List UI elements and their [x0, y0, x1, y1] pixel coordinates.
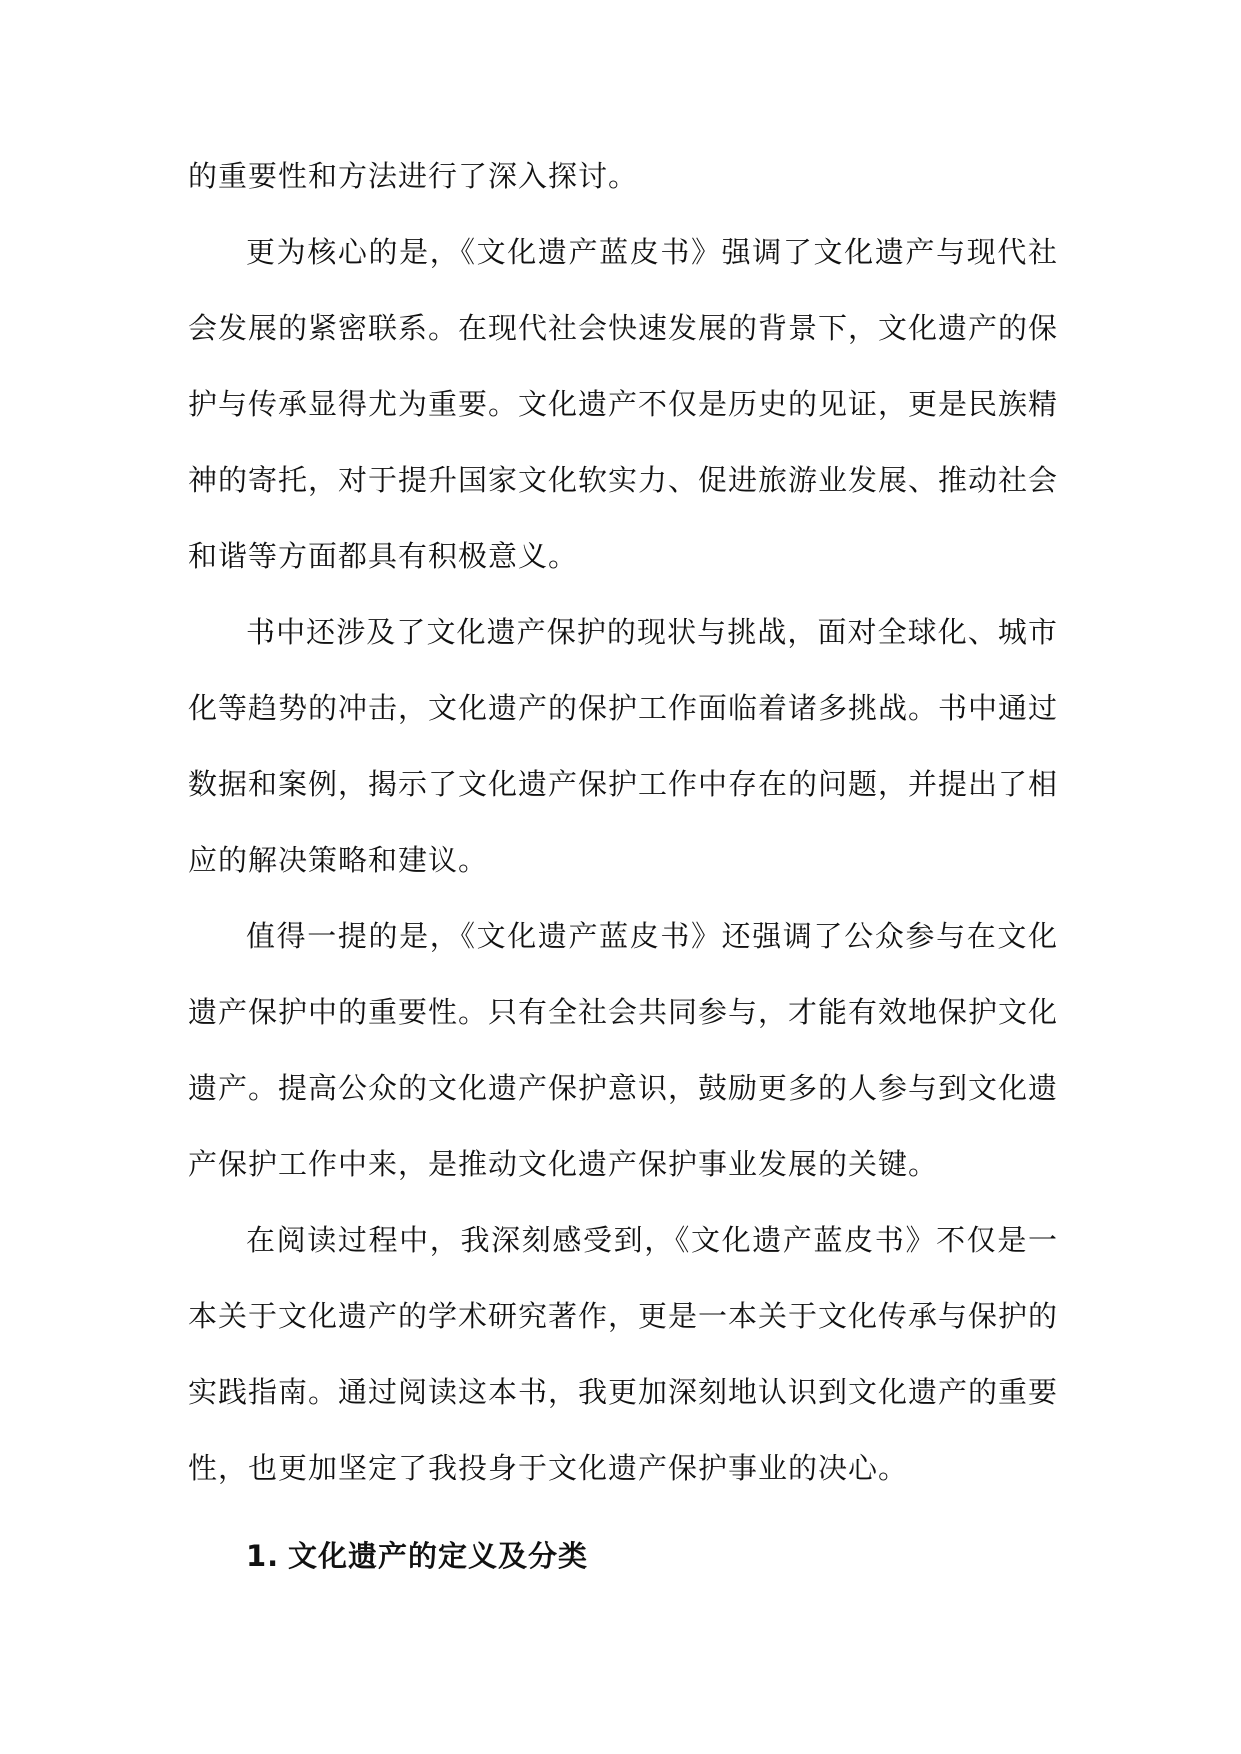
paragraph: 值得一提的是，《文化遗产蓝皮书》还强调了公众参与在文化遗产保护中的重要性。只有全社会共同参与，才能有效地保护文化遗产。提高公众的文化遗产保护意识，鼓励更多的人参与到文化遗产保护工作中来，是推动文化遗产保护事业发展的关键。	[188, 919, 1059, 1181]
section-number: 1.	[246, 1539, 280, 1573]
section-heading	[246, 1534, 588, 1575]
paragraph: 书中还涉及了文化遗产保护的现状与挑战，面对全球化、城市化等趋势的冲击，文化遗产的保护工作面临着诸多挑战。书中通过数据和案例，揭示了文化遗产保护工作中存在的问题，并提出了相应的解决策略和建议。	[188, 615, 1059, 877]
body-text	[188, 138, 1058, 1506]
paragraph: 在阅读过程中，我深刻感受到，《文化遗产蓝皮书》不仅是一本关于文化遗产的学术研究著作，更是一本关于文化传承与保护的实践指南。通过阅读这本书，我更加深刻地认识到文化遗产的重要性，也更加坚定了我投身于文化遗产保护事业的决心。	[188, 1223, 1059, 1485]
paragraph-continued: 的重要性和方法进行了深入探讨。	[188, 159, 639, 193]
section-title: 文化遗产的定义及分类	[288, 1539, 589, 1573]
paragraph: 更为核心的是，《文化遗产蓝皮书》强调了文化遗产与现代社会发展的紧密联系。在现代社会快速发展的背景下，文化遗产的保护与传承显得尤为重要。文化遗产不仅是历史的见证，更是民族精神的寄托，对于提升国家文化软实力、促进旅游业发展、推动社会和谐等方面都具有积极意义。	[188, 235, 1059, 573]
